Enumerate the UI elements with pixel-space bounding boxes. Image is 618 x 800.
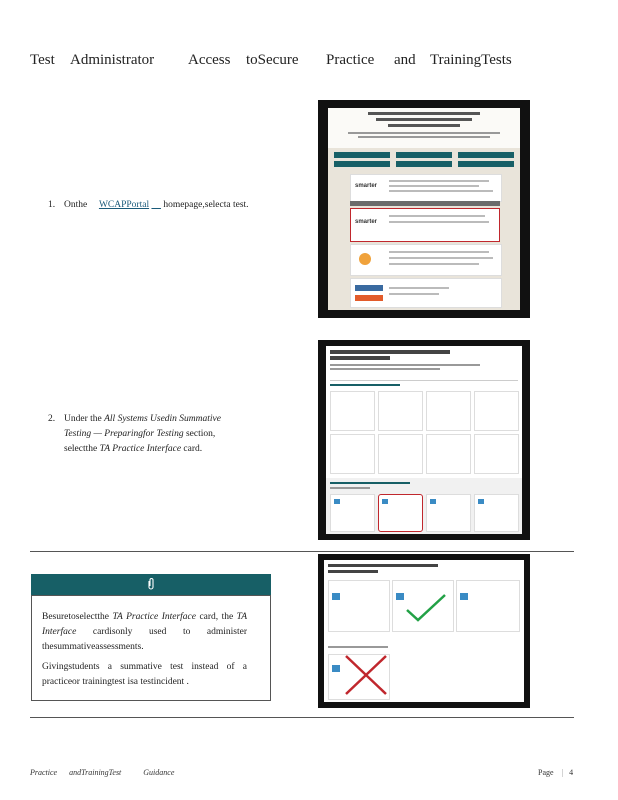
highlighted-card — [378, 494, 423, 532]
step-text: Onthe — [64, 200, 88, 210]
step-text: section, selectthe — [64, 429, 216, 454]
cross-icon — [342, 652, 390, 698]
step-emphasis: All Systems Usedin Summative Testing — Preparingfor Testing — [64, 414, 221, 439]
highlighted-card: smarter — [350, 208, 500, 242]
page-title — [30, 52, 590, 69]
step-number: 1. — [48, 200, 56, 210]
step-1 — [48, 198, 268, 213]
portal-screenshot: smarter smarter — [318, 100, 530, 318]
paperclip-icon — [146, 577, 156, 596]
title-word: Access — [188, 52, 231, 68]
page-number: 4 — [569, 768, 574, 777]
step-emphasis: TA Practice Interface — [99, 444, 182, 454]
title-word: Administrator — [70, 52, 155, 68]
title-word: and — [394, 52, 416, 68]
preparing-testing-screenshot — [318, 554, 530, 708]
note-paragraph-2: Givingstudents a summative test instead of a practiceor trainingtest isa testincident . — [42, 662, 247, 687]
assessments-screenshot — [318, 340, 530, 540]
footer-page: Page | 4 — [538, 768, 574, 777]
note-header — [31, 574, 271, 595]
title-word: TrainingTests — [430, 52, 512, 68]
title-word: Test — [30, 52, 55, 68]
section-divider — [30, 551, 574, 552]
step-number: 2. — [48, 414, 56, 424]
check-icon — [404, 592, 448, 624]
section-divider — [30, 717, 574, 718]
title-word: Practice — [326, 52, 375, 68]
footer-doc-name: Practice andTrainingTest Guidance — [30, 768, 175, 777]
step-text: homepage,selecta test. — [163, 200, 249, 210]
title-word: toSecure — [246, 52, 299, 68]
step-text: Under the — [64, 414, 102, 424]
wcap-portal-link[interactable]: WCAPPortal — [98, 200, 150, 210]
step-text: card. — [183, 444, 203, 454]
note-paragraph-1: Besuretoselectthe TA Practice Interface card, the TA Interface cardisonly used to administer thesummativeassessments. — [42, 612, 248, 652]
step-2 — [48, 412, 248, 457]
